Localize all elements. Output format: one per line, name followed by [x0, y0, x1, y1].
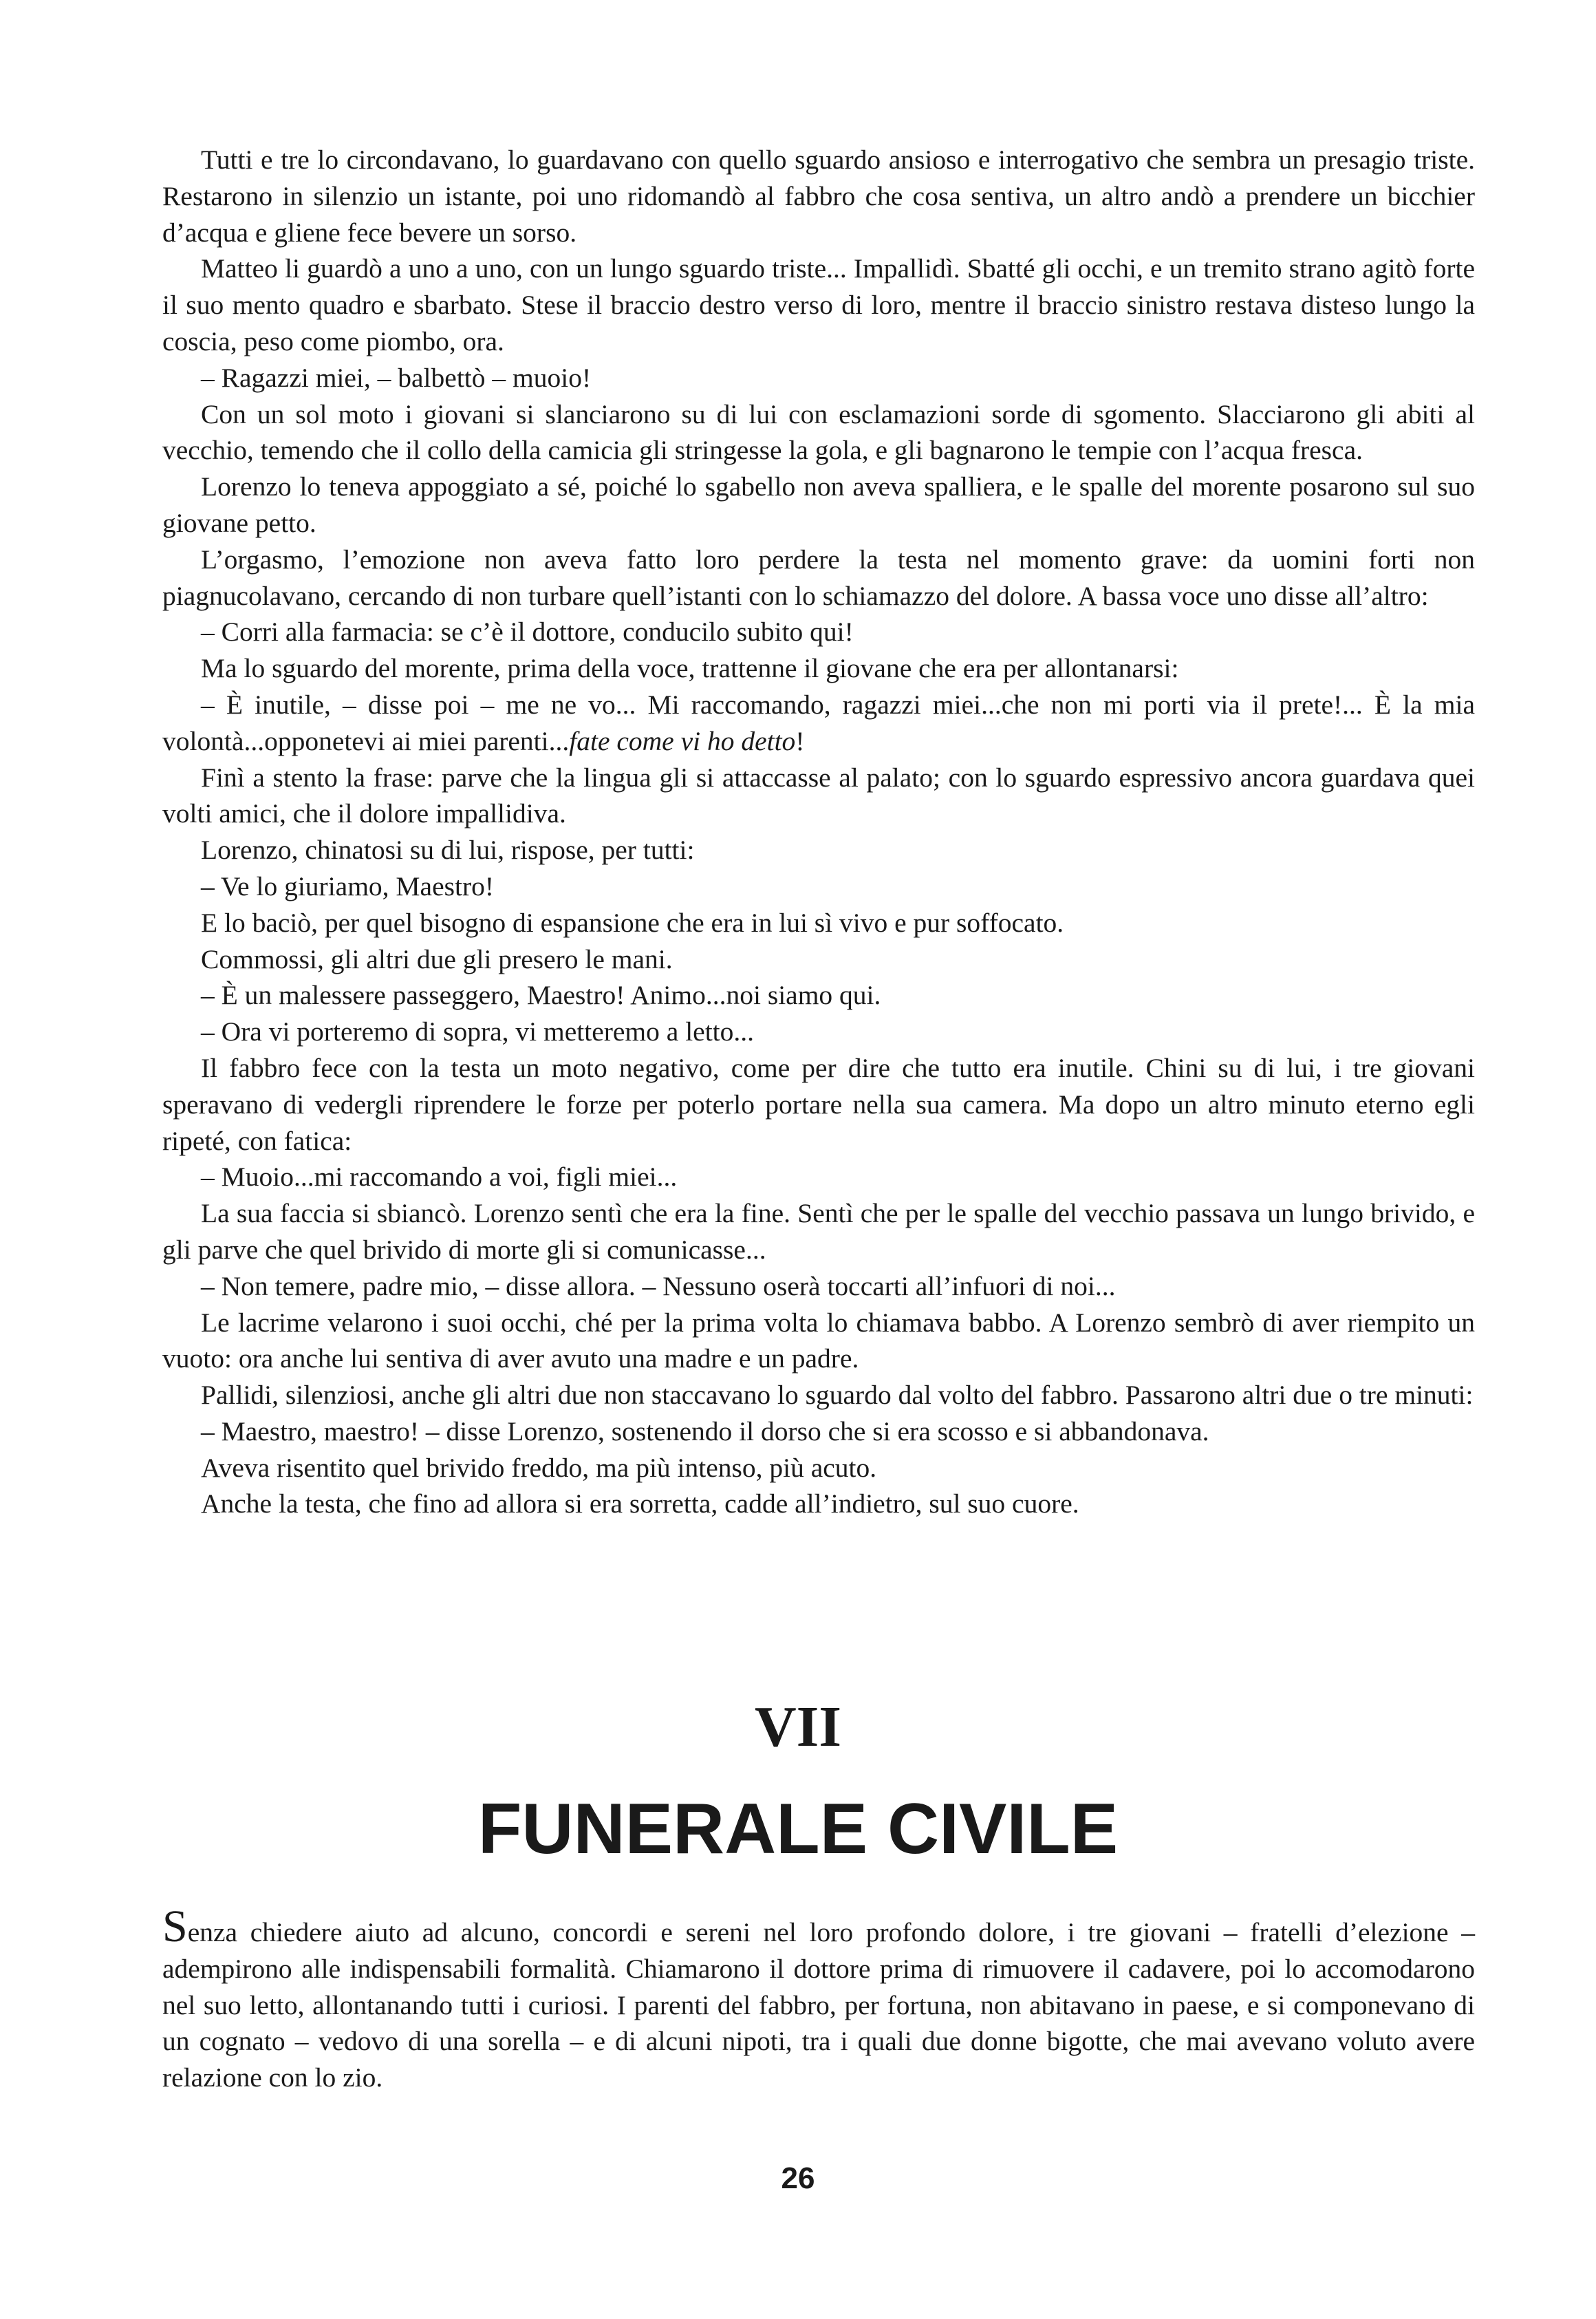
paragraph: Aveva risentito quel brivido freddo, ma più intenso, più acuto.: [201, 1452, 877, 1483]
chapter-opening-paragraph: [162, 1901, 1475, 2096]
paragraph: Lorenzo lo teneva appoggiato a sé, poiché lo sgabello non aveva spalliera, e le spalle del morente posarono sul suo giovane petto.: [162, 471, 1475, 538]
paragraph: Con un sol moto i giovani si slanciarono su di lui con esclamazioni sorde di sgomento. Slacciarono gli abiti al vecchio, temendo che il collo della camicia gli stringesse la gola, e gli bagnarono le tempie con l’acqua fresca.: [162, 398, 1475, 466]
paragraph: E lo baciò, per quel bisogno di espansione che era in lui sì vivo e pur soffocato.: [201, 907, 1064, 938]
paragraph: Matteo li guardò a uno a uno, con un lungo sguardo triste... Impallidì. Sbatté gli occhi, e un tremito strano agitò forte il suo mento quadro e sbarbato. Stese il braccio destro verso di loro, mentre il braccio sinistro restava disteso lungo la coscia, peso come piombo, ora.: [162, 253, 1475, 356]
paragraph: Anche la testa, che fino ad allora si era sorretta, cadde all’indietro, sul suo cuore.: [201, 1488, 1079, 1519]
paragraph: Le lacrime velarono i suoi occhi, ché per la prima volta lo chiamava babbo. A Lorenzo sembrò di aver riempito un vuoto: ora anche lui sentiva di aver avuto una madre e un padre.: [162, 1307, 1475, 1374]
paragraph: Pallidi, silenziosi, anche gli altri due non staccavano lo sguardo dal volto del fabbro. Passarono altri due o tre minuti:: [201, 1380, 1474, 1411]
page-number: 26: [781, 2161, 815, 2195]
chapter-number: VII: [754, 1695, 842, 1759]
paragraph: – Ragazzi miei, – balbettò – muoio!: [201, 362, 592, 393]
paragraph: – Corri alla farmacia: se c’è il dottore, conducilo subito qui!: [201, 617, 854, 648]
quote-italic-text: fate come vi ho detto: [569, 725, 796, 756]
quote-text: – È inutile, – disse poi – me ne vo... Mi raccomando, ragazzi miei...che non mi porti via il prete!... È la mia volontà...opponetevi ai miei parenti...: [162, 689, 1475, 756]
paragraph: – Ve lo giuriamo, Maestro!: [201, 870, 495, 901]
quote-paragraph: [162, 687, 1475, 760]
drop-cap: S: [162, 1901, 188, 1952]
paragraph: Commossi, gli altri due gli presero le mani.: [201, 943, 673, 974]
paragraph: Tutti e tre lo circondavano, lo guardavano con quello sguardo ansioso e interrogativo che sembra un presagio triste. Restarono in silenzio un istante, poi uno ridomandò al fabbro che cosa sentiva, un altro andò a prendere un bicchier d’acqua e gliene fece bevere un sorso.: [162, 145, 1475, 248]
chapter-body-text: [162, 142, 1475, 1522]
paragraph: – Ora vi porteremo di sopra, vi metteremo a letto...: [201, 1016, 755, 1047]
paragraph: La sua faccia si sbiancò. Lorenzo sentì che era la fine. Sentì che per le spalle del vecchio passava un lungo brivido, e gli parve che quel brivido di morte gli si comunicasse...: [162, 1198, 1475, 1265]
paragraph: Lorenzo, chinatosi su di lui, rispose, per tutti:: [201, 835, 695, 866]
paragraph: Il fabbro fece con la testa un moto negativo, come per dire che tutto era inutile. Chini su di lui, i tre giovani speravano di vedergli riprendere le forze per poterlo portare nella sua camera. Ma dopo un altro minuto eterno egli ripeté, con fatica:: [162, 1052, 1475, 1156]
paragraph: – Muoio...mi raccomando a voi, figli miei...: [201, 1162, 678, 1193]
chapter-title: FUNERALE CIVILE: [477, 1789, 1119, 1869]
paragraph: Finì a stento la frase: parve che la lingua gli si attaccasse al palato; con lo sguardo espressivo ancora guardava quei volti amici, che il dolore impallidiva.: [162, 762, 1475, 829]
paragraph: Ma lo sguardo del morente, prima della voce, trattenne il giovane che era per allontanarsi:: [201, 653, 1179, 684]
paragraph: – Maestro, maestro! – disse Lorenzo, sostenendo il dorso che si era scosso e si abbandonava.: [201, 1415, 1209, 1446]
paragraph: L’orgasmo, l’emozione non aveva fatto loro perdere la testa nel momento grave: da uomini forti non piagnucolavano, cercando di non turbare quell’istanti con lo schiamazzo del dolore. A bassa voce uno disse all’altro:: [162, 544, 1475, 611]
quote-end-text: !: [795, 725, 805, 756]
chapter-opening-text: enza chiedere aiuto ad alcuno, concordi e sereni nel loro profondo dolore, i tre giovani – fratelli d’elezione – adempirono alle indispensabili formalità. Chiamarono il dottore prima di rimuovere il cadavere, poi lo accomodarono nel suo letto, allontanando tutti i curiosi. I parenti del fabbro, per fortuna, non abitavano in paese, e si componevano di un cognato – vedovo di una sorella – e di alcuni nipoti, tra i quali due donne bigotte, che mai avevano voluto avere relazione con lo zio.: [162, 1917, 1475, 2093]
paragraph: – Non temere, padre mio, – disse allora. – Nessuno oserà toccarti all’infuori di noi...: [201, 1270, 1116, 1301]
paragraph: – È un malessere passeggero, Maestro! Animo...noi siamo qui.: [201, 980, 881, 1011]
